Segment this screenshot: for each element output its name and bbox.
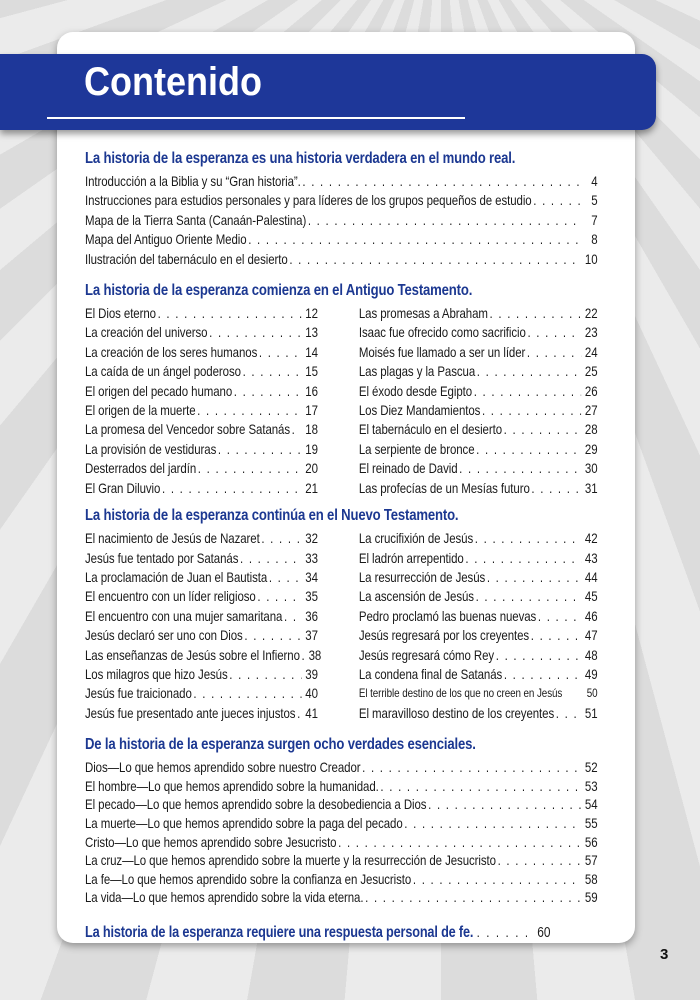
dot-leader [531,479,581,498]
toc-item-title: El maravilloso destino de los creyentes [358,704,555,721]
toc-item-page: 54 [584,796,598,813]
toc-row [359,665,598,684]
toc-row [85,529,318,548]
toc-item-title: La provisión de vestiduras [85,440,217,457]
toc-item-title: Los milagros que hizo Jesús [85,665,228,682]
toc-item-page: 38 [308,646,322,663]
toc-item-title: El Gran Diluvio [85,479,161,496]
toc-row [85,211,598,230]
toc-item-title: La serpiente de bronce [358,440,475,457]
dot-leader [302,172,581,191]
toc-row [359,382,598,401]
dot-leader [531,626,581,645]
toc-row [359,420,598,439]
toc-row [85,851,598,870]
toc-item-title: Jesús declaró ser uno con Dios [85,627,243,644]
toc-row [85,459,318,478]
dot-leader [297,704,301,723]
toc-item-page: 20 [305,460,318,477]
toc-item-page: 25 [584,363,598,380]
dot-leader [198,459,302,478]
dot-leader [248,230,581,249]
toc-item-page: 47 [584,627,598,644]
dot-leader [533,191,581,210]
dot-leader [362,758,581,777]
toc-item-page: 45 [584,588,598,605]
dot-leader [428,795,581,814]
toc-item-title: La resurrección de Jesús [358,568,486,585]
toc-item-title: El pecado—Lo que hemos aprendido sobre la desobediencia a Dios [85,796,427,813]
dot-leader [477,924,534,940]
toc-item-title: Desterrados del jardín [85,460,197,477]
title-banner [0,54,656,130]
toc-row [85,833,598,852]
toc-item-page: 8 [591,231,598,248]
toc-item-title: La caída de un ángel poderoso [85,363,241,380]
toc-row [85,230,598,249]
toc-row [85,362,318,381]
toc-item-page: 32 [305,530,318,547]
dot-leader [504,665,581,684]
toc-item-page: 37 [305,627,318,644]
dot-leader [538,607,581,626]
toc-item-title: Los Diez Mandamientos [358,402,481,419]
toc-item-page: 44 [584,568,598,585]
toc-row [85,607,318,626]
toc-row [85,191,598,210]
toc-item-page: 19 [305,440,318,457]
toc-row [85,382,318,401]
toc-row [85,626,318,645]
dot-leader [197,401,301,420]
toc-item-page: 30 [584,460,598,477]
section-columns [85,529,598,723]
toc-item-title: Pedro proclamó las buenas nuevas [358,607,537,624]
dot-leader [474,382,581,401]
toc-item-page: 41 [305,704,318,721]
toc-item-page: 52 [584,759,598,776]
dot-leader [240,549,301,568]
toc-item-title: El encuentro con un líder religioso [85,588,256,605]
toc-item-page: 31 [584,479,598,496]
dot-leader [476,440,581,459]
toc-item-title: Ilustración del tabernáculo en el desierto [85,250,288,267]
toc-item-title: El origen de la muerte [85,402,196,419]
section-true-story [85,150,598,269]
dot-leader [459,459,581,478]
toc-row [85,684,318,703]
toc-item-page: 14 [305,343,318,360]
toc-row [85,795,598,814]
toc-item-title: La muerte—Lo que hemos aprendido sobre la paga del pecado [85,814,403,831]
toc-item-title: Jesús regresará por los creyentes [358,627,530,644]
toc-row [85,665,318,684]
toc-item-page: 57 [584,852,598,869]
toc-item-page: 48 [584,646,598,663]
toc-row [359,587,598,606]
toc-item-title: El tabernáculo en el desierto [358,421,503,438]
dot-leader [380,777,581,796]
toc-item-page: 28 [584,421,598,438]
page-title: Contenido [84,60,262,104]
dot-leader [269,568,302,587]
toc-row [359,304,598,323]
dot-leader [496,646,581,665]
section-rows [85,758,598,907]
toc-item-page: 53 [584,777,598,794]
dot-leader [527,343,581,362]
toc-row [85,440,318,459]
toc-item-page: 24 [584,343,598,360]
toc-item-page: 22 [584,305,598,322]
dot-leader [477,362,581,381]
toc-row [359,626,598,645]
toc-row [359,684,598,703]
toc-item-title: Dios—Lo que hemos aprendido sobre nuestro Creador [85,759,361,776]
dot-leader [284,607,301,626]
toc-row [85,587,318,606]
toc-item-title: La crucifixión de Jesús [358,530,474,547]
toc-row [85,323,318,342]
toc-inner [85,150,598,942]
toc-item-title: El nacimiento de Jesús de Nazaret [85,530,260,547]
toc-item-page: 17 [305,402,318,419]
toc-item-page: 43 [584,549,598,566]
toc-item-title: Jesús fue traicionado [85,685,192,702]
toc-row [359,343,598,362]
section-heading: La historia de la esperanza comienza en el Antiguo Testamento. [85,282,473,300]
toc-content [85,150,598,942]
toc-row [85,479,318,498]
toc-row [85,343,318,362]
toc-item-title: La cruz—Lo que hemos aprendido sobre la muerte y la resurrección de Jesucristo [85,852,496,869]
dot-leader [289,250,581,269]
toc-item-title: Mapa del Antiguo Oriente Medio [85,231,247,248]
right-column [359,304,598,498]
toc-item-page: 35 [305,588,318,605]
dot-leader [475,529,581,548]
toc-row [85,870,598,889]
toc-item-title: Introducción a la Biblia y su “Gran historia”. [85,173,301,189]
left-column [85,529,322,723]
toc-row [85,646,322,665]
toc-row [85,172,598,191]
toc-row [359,607,598,626]
section-personal-response [85,924,598,942]
toc-row [359,549,598,568]
dot-leader [302,646,305,665]
dot-leader [476,587,582,606]
dot-leader [158,304,302,323]
toc-item-title: La proclamación de Juan el Bautista [85,568,268,585]
toc-item-title: La condena final de Satanás [358,665,503,682]
toc-item-title: Instrucciones para estudios personales y para líderes de los grupos pequeños de estudio [85,192,532,209]
toc-row [85,777,598,796]
toc-item-page: 59 [584,889,598,906]
toc-item-title: La promesa del Vencedor sobre Satanás [85,421,291,438]
dot-leader [244,626,301,645]
toc-row [359,646,598,665]
toc-item-page: 40 [305,685,318,702]
toc-item-page: 18 [305,421,318,438]
toc-item-page: 13 [305,324,318,341]
toc-item-title: Las profecías de un Mesías futuro [358,479,530,496]
dot-leader [162,479,302,498]
toc-item-page: 16 [305,382,318,399]
toc-row [85,549,318,568]
toc-item-page: 49 [584,665,598,682]
dot-leader [234,382,302,401]
toc-item-title: Las plagas y la Pascua [358,363,476,380]
left-column [85,304,318,498]
toc-item-title: El encuentro con una mujer samaritana [85,607,283,624]
page-number: 3 [660,946,669,963]
dot-leader [413,870,581,889]
dot-leader [338,833,581,852]
toc-item-title: Las enseñanzas de Jesús sobre el Infierno [85,646,300,663]
dot-leader [261,529,301,548]
dot-leader [259,343,302,362]
dot-leader [365,888,581,907]
toc-row [359,568,598,587]
dot-leader [556,704,581,723]
toc-item-title: Cristo—Lo que hemos aprendido sobre Jesucristo [85,833,337,850]
section-heading: La historia de la esperanza requiere una respuesta personal de fe. [85,923,474,941]
toc-item-page: 34 [305,568,318,585]
dot-leader [209,323,301,342]
toc-item-title: El Dios eterno [85,305,156,322]
dot-leader [193,684,301,703]
toc-item-title: Jesús regresará cómo Rey [358,646,495,663]
dot-leader [229,665,301,684]
section-columns [85,304,598,498]
toc-row [359,401,598,420]
toc-item-page: 50 [586,686,598,701]
toc-item-title: Mapa de la Tierra Santa (Canaán-Palestina) [85,211,307,228]
toc-item-title: Isaac fue ofrecido como sacrificio [358,324,526,341]
toc-row [85,420,318,439]
toc-item-page: 36 [305,607,318,624]
dot-leader [308,211,581,230]
dot-leader [504,420,581,439]
toc-row [85,304,318,323]
toc-item-page: 7 [591,211,598,228]
toc-item-title: El éxodo desde Egipto [358,382,473,399]
toc-item-title: El origen del pecado humano [85,382,233,399]
toc-item-title: La ascensión de Jesús [358,588,474,605]
dot-leader [482,401,581,420]
toc-item-title: El terrible destino de los que no creen en Jesús [358,686,563,701]
toc-item-title: Las promesas a Abraham [358,305,488,322]
toc-item-page: 26 [584,382,598,399]
toc-item-page: 60 [537,924,551,941]
toc-item-title: La vida—Lo que hemos aprendido sobre la vida eterna. [85,889,364,906]
toc-item-page: 39 [305,665,318,682]
toc-item-title: El hombre—Lo que hemos aprendido sobre la humanidad. [85,777,379,794]
toc-row [359,479,598,498]
toc-item-page: 51 [584,704,598,721]
toc-item-page: 12 [305,305,318,322]
toc-item-page: 27 [584,402,598,419]
dot-leader [243,362,302,381]
toc-item-title: El reinado de David [358,460,458,477]
section-heading: La historia de la esperanza es una historia verdadera en el mundo real. [85,150,516,167]
toc-row [85,568,318,587]
toc-item-title: La creación del universo [85,324,208,341]
toc-item-page: 56 [584,833,598,850]
dot-leader [404,814,581,833]
dot-leader [498,851,582,870]
toc-item-title: El ladrón arrepentido [358,549,464,566]
title-underline [47,117,465,119]
toc-row [359,529,598,548]
section-essential-truths [85,736,598,907]
right-column [359,529,598,723]
section-heading: De la historia de la esperanza surgen ocho verdades esenciales. [85,736,476,754]
toc-row [359,362,598,381]
dot-leader [257,587,301,606]
dot-leader [490,304,582,323]
toc-item-title: La fe—Lo que hemos aprendido sobre la confianza en Jesucristo [85,870,412,887]
toc-item-page: 33 [305,549,318,566]
toc-item-title: Jesús fue presentado ante jueces injustos [85,704,296,721]
toc-item-page: 4 [591,173,598,189]
dot-leader [218,440,302,459]
dot-leader [292,420,302,439]
toc-item-page: 42 [584,530,598,547]
toc-item-title: La creación de los seres humanos [85,343,258,360]
dot-leader [527,323,581,342]
toc-row [85,814,598,833]
toc-row [359,440,598,459]
toc-item-page: 23 [584,324,598,341]
toc-item-page: 5 [591,192,598,209]
toc-item-page: 10 [584,250,598,267]
toc-row [85,250,598,269]
toc-item-title: Moisés fue llamado a ser un líder [358,343,526,360]
section-new-testament [85,507,598,723]
section-old-testament [85,282,598,498]
toc-item-page: 15 [305,363,318,380]
toc-item-page: 29 [584,440,598,457]
toc-item-page: 58 [584,870,598,887]
section-heading: La historia de la esperanza continúa en el Nuevo Testamento. [85,507,459,525]
dot-leader [465,549,581,568]
toc-item-page: 21 [305,479,318,496]
toc-row [85,758,598,777]
toc-item-title: Jesús fue tentado por Satanás [85,549,239,566]
toc-row [85,888,598,907]
toc-row [359,459,598,478]
toc-item-page: 46 [584,607,598,624]
dot-leader [487,568,581,587]
toc-row [359,323,598,342]
toc-row [359,704,598,723]
section-rows [85,172,598,269]
toc-item-page: 55 [584,814,598,831]
toc-row [85,401,318,420]
toc-row [85,704,318,723]
